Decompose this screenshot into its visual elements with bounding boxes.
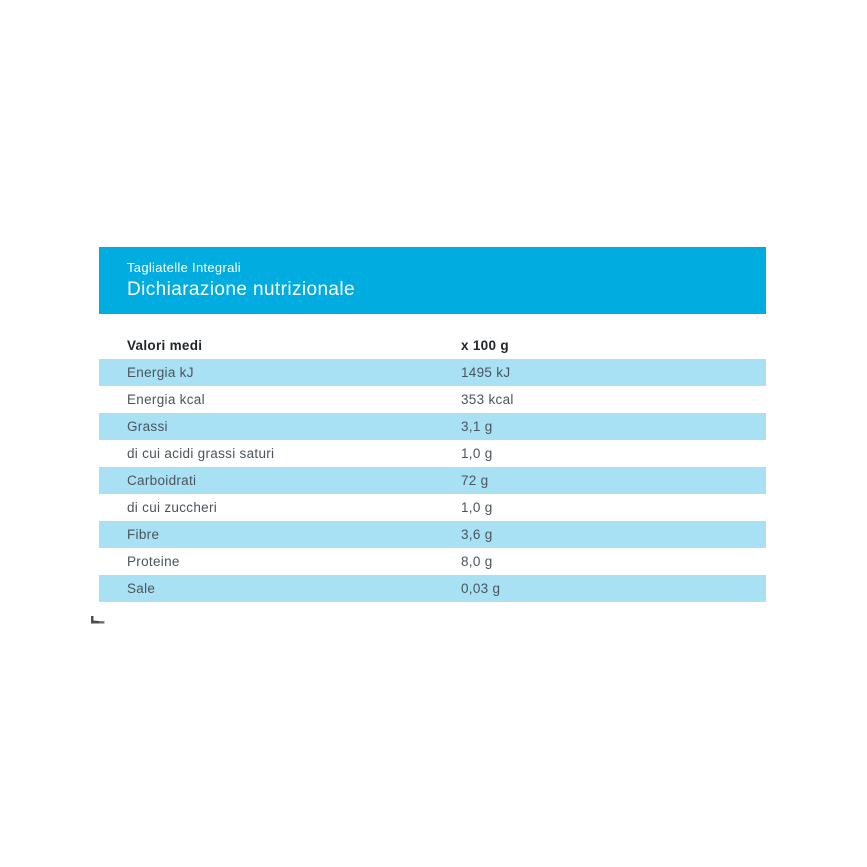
- row-label: Proteine: [127, 554, 180, 569]
- table-row-grassi-saturi: [99, 440, 766, 467]
- cursor-smudge-icon: [91, 616, 105, 624]
- column-header-values: Valori medi: [127, 338, 203, 353]
- table-row-sale: [99, 575, 766, 602]
- row-label: Carboidrati: [127, 473, 197, 488]
- table-row-fibre: [99, 521, 766, 548]
- table-row-grassi: [99, 413, 766, 440]
- row-label: di cui acidi grassi saturi: [127, 446, 275, 461]
- row-value: 72 g: [461, 473, 489, 488]
- row-value: 1495 kJ: [461, 365, 511, 380]
- row-value: 3,6 g: [461, 527, 493, 542]
- table-header-row: [99, 332, 766, 359]
- row-label: Energia kJ: [127, 365, 194, 380]
- row-value: 8,0 g: [461, 554, 493, 569]
- row-value: 1,0 g: [461, 500, 493, 515]
- column-header-per-100g: x 100 g: [461, 338, 509, 353]
- row-label: Sale: [127, 581, 156, 596]
- product-name: Tagliatelle Integrali: [127, 260, 241, 275]
- section-title: Dichiarazione nutrizionale: [127, 279, 355, 300]
- row-label: Fibre: [127, 527, 160, 542]
- table-row-energia-kcal: [99, 386, 766, 413]
- table-row-carboidrati: [99, 467, 766, 494]
- row-label: Energia kcal: [127, 392, 205, 407]
- table-row-zuccheri: [99, 494, 766, 521]
- row-label: di cui zuccheri: [127, 500, 218, 515]
- row-value: 0,03 g: [461, 581, 501, 596]
- row-value: 1,0 g: [461, 446, 493, 461]
- row-value: 353 kcal: [461, 392, 514, 407]
- row-value: 3,1 g: [461, 419, 493, 434]
- table-row-proteine: [99, 548, 766, 575]
- card-header: [99, 247, 766, 314]
- row-label: Grassi: [127, 419, 168, 434]
- nutrition-declaration-card: [99, 247, 766, 602]
- table-body: [99, 359, 766, 602]
- table-row-energia-kj: [99, 359, 766, 386]
